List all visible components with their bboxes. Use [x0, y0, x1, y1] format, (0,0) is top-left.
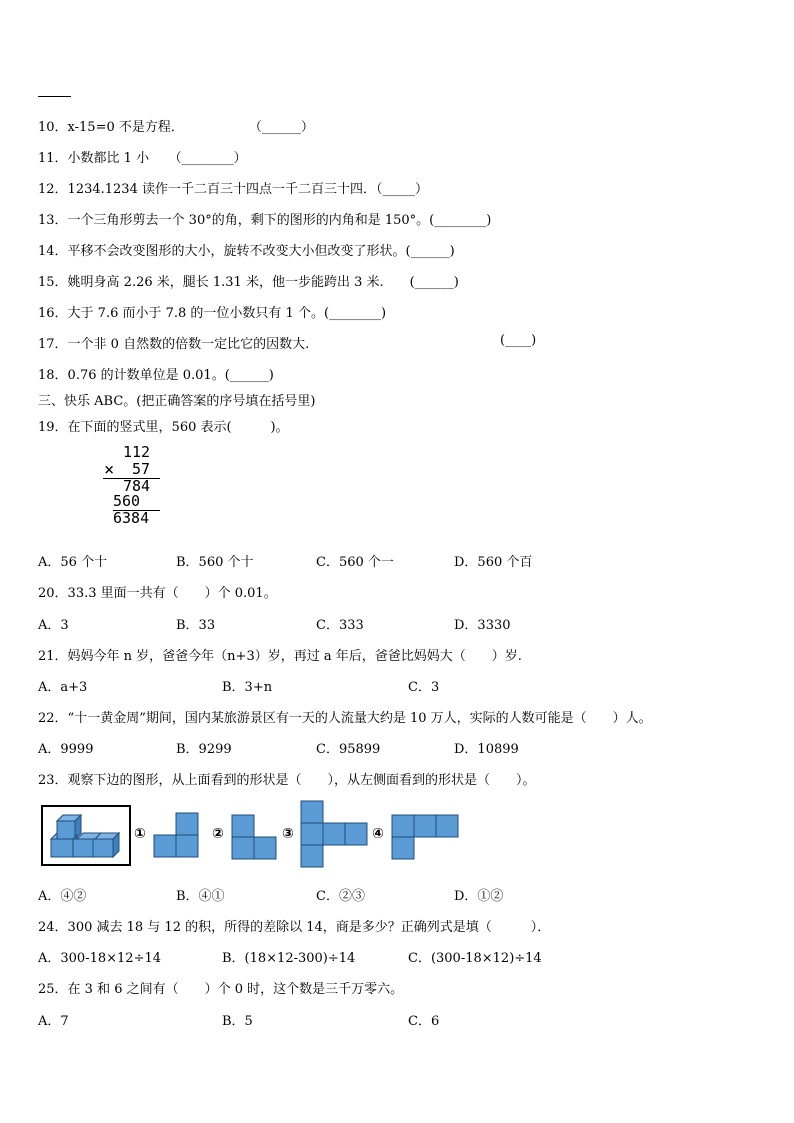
- q21-option-a[interactable]: A．a+3: [38, 680, 88, 695]
- q19-option-c[interactable]: C．560 个一: [316, 555, 394, 570]
- question-22: 22．“十一黄金周”期间，国内某旅游景区有一天的人流量大约是 10 万人，实际的人数可能是（ ）人。: [38, 711, 652, 726]
- q23-option-c[interactable]: C．②③: [316, 889, 365, 904]
- question-17: 17．一个非 0 自然数的倍数一定比它的因数大.: [38, 337, 310, 352]
- question-20: 20．33.3 里面一共有（ ）个 0.01。: [38, 586, 277, 601]
- question-21: 21．妈妈今年 n 岁，爸爸今年（n+3）岁，再过 a 年后，爸爸比妈妈大（ ）岁.: [38, 649, 522, 664]
- q19-option-a[interactable]: A．56 个十: [38, 555, 108, 570]
- shape-option-2: [230, 814, 278, 862]
- solid-figure: [43, 807, 129, 864]
- q22-option-c[interactable]: C．95899: [316, 742, 381, 757]
- calc-row-1: 112: [123, 443, 151, 461]
- q19-option-d[interactable]: D．560 个百: [454, 555, 533, 570]
- question-23: 23．观察下边的图形，从上面看到的形状是（ ），从左侧面看到的形状是（ ）。: [38, 773, 536, 788]
- question-14: 14．平移不会改变图形的大小，旋转不改变大小但改变了形状。(______): [38, 244, 455, 259]
- calc-row-4: 560: [113, 492, 141, 510]
- q21-option-c[interactable]: C．3: [408, 680, 440, 695]
- shape-label-3: ③: [282, 826, 294, 842]
- q24-option-b[interactable]: B．(18×12-300)÷14: [222, 951, 356, 966]
- q24-option-c[interactable]: C．(300-18×12)÷14: [408, 951, 542, 966]
- calc-row-3: 784: [123, 477, 151, 495]
- q22-option-d[interactable]: D．10899: [454, 742, 519, 757]
- calc-row-2: 57: [132, 460, 151, 478]
- shape-option-3: [300, 800, 372, 868]
- shape-label-2: ②: [212, 826, 224, 842]
- q20-option-a[interactable]: A．3: [38, 618, 69, 633]
- q20-option-c[interactable]: C．333: [316, 618, 364, 633]
- question-24: 24．300 减去 18 与 12 的积，所得的差除以 14，商是多少？正确列式是填（ ）．: [38, 920, 551, 935]
- q22-option-a[interactable]: A．9999: [38, 742, 94, 757]
- question-17-blank: (____): [500, 333, 537, 348]
- question-10: 10．x-15=0 不是方程． （______）: [38, 120, 314, 135]
- question-13: 13．一个三角形剪去一个 30°的角，剩下的图形的内角和是 150°。(________): [38, 213, 492, 228]
- shape-label-4: ④: [372, 826, 384, 842]
- q24-option-a[interactable]: A．300-18×12÷14: [38, 951, 162, 966]
- shape-label-1: ①: [134, 826, 146, 842]
- q25-option-a[interactable]: A．7: [38, 1014, 69, 1029]
- section-3-title: 三、快乐 ABC。(把正确答案的序号填在括号里): [38, 394, 316, 409]
- shape-option-4: [391, 814, 463, 862]
- calc-times: ×: [104, 460, 115, 480]
- q22-option-b[interactable]: B．9299: [176, 742, 232, 757]
- q20-option-b[interactable]: B．33: [176, 618, 216, 633]
- q20-option-d[interactable]: D．3330: [454, 618, 511, 633]
- q21-option-b[interactable]: B．3+n: [222, 680, 273, 695]
- question-18: 18．0.76 的计数单位是 0.01。(______): [38, 368, 274, 383]
- solid-figure-box: [41, 805, 131, 866]
- q25-option-c[interactable]: C．6: [408, 1014, 440, 1029]
- question-12: 12．1234.1234 读作一千二百三十四点一千二百三十四．（_____）: [38, 182, 428, 197]
- calc-row-5: 6384: [113, 509, 150, 527]
- question-19: 19．在下面的竖式里，560 表示( )。: [38, 420, 289, 435]
- q25-option-b[interactable]: B．5: [222, 1014, 253, 1029]
- question-15: 15．姚明身高 2.26 米，腿长 1.31 米，他一步能跨出 3 米. (______): [38, 275, 459, 290]
- q23-option-d[interactable]: D．①②: [454, 889, 504, 904]
- top-rule: [38, 96, 71, 97]
- q23-option-b[interactable]: B．④①: [176, 889, 225, 904]
- q23-option-a[interactable]: A．④②: [38, 889, 87, 904]
- question-16: 16．大于 7.6 而小于 7.8 的一位小数只有 1 个。(________): [38, 306, 387, 321]
- q19-option-b[interactable]: B．560 个十: [176, 555, 254, 570]
- question-11: 11．小数都比 1 小 （________）: [38, 151, 247, 166]
- question-25: 25．在 3 和 6 之间有（ ）个 0 时，这个数是三千万零六。: [38, 982, 404, 997]
- shape-option-1: [152, 812, 200, 860]
